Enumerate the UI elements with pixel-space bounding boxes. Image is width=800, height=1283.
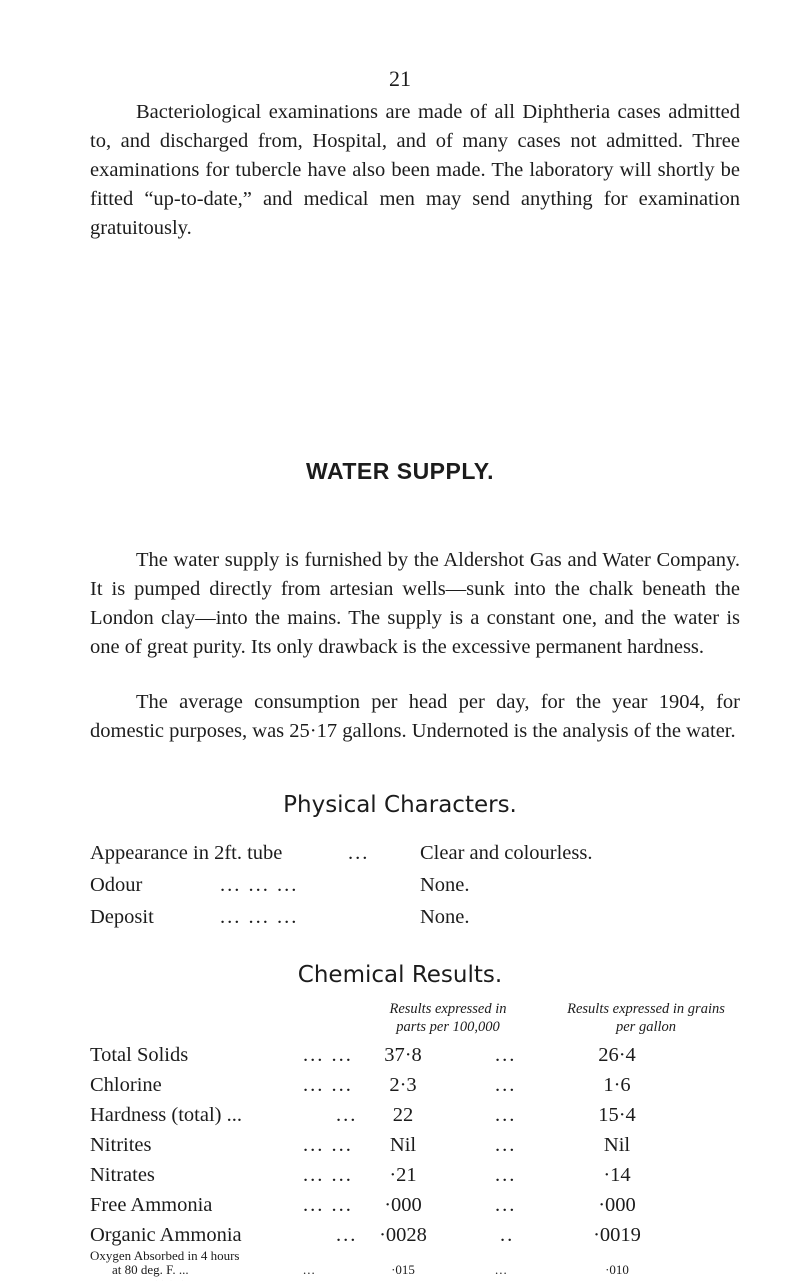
column-header-parts-per-100000: Results expressed in parts per 100,000 [389,1001,507,1035]
physical-value: None. [420,874,470,896]
value-parts-per-100000: ·21 [389,1164,417,1186]
leader-dots: ... ... [303,1164,353,1186]
row-label: Hardness (total) ... [90,1104,242,1126]
row-label: Nitrites [90,1134,152,1156]
leader-dots: ... [495,1044,517,1066]
leader-dots: ... [495,1074,517,1096]
table-row [90,1044,740,1074]
physical-value: Clear and colourless. [420,842,593,864]
value-grains-per-gallon: 15·4 [598,1104,636,1126]
chemical-results-heading: Chemical Results. [297,962,503,988]
row-label: Free Ammonia [90,1194,213,1216]
physical-characters-heading: Physical Characters. [283,792,517,818]
leader-dots: ... ... ... [220,906,299,928]
leader-dots: ... ... [303,1044,353,1066]
page-number: 21 [389,66,411,91]
value-parts-per-100000: 37·8 [384,1044,422,1066]
value-parts-per-100000: 22 [392,1104,414,1126]
value-parts-per-100000: Nil [389,1134,417,1156]
row-label: Oxygen Absorbed in 4 hours [90,1248,240,1263]
leader-dots: ... ... ... [220,874,299,896]
table-row [90,1104,740,1134]
table-row [90,1134,740,1164]
row-label: Nitrates [90,1164,155,1186]
water-paragraph-2: The average consumption per head per day, for the year 1904, for domestic purposes, was 25·17 gallons. Undernoted is the analysis of the water. [90,691,740,742]
table-row [90,1074,740,1104]
value-parts-per-100000: 2·3 [389,1074,417,1096]
table-row [90,1164,740,1194]
physical-label: Appearance in 2ft. tube [90,842,283,864]
closing-paragraph: During the year water has been laid on to 10 houses, 2 dairy farms, and 3 inns or hotels, displacing private supplies, condemned for being polluted. [136,1280,195,1281]
physical-label: Deposit [90,906,154,928]
table-row [90,1262,740,1280]
value-parts-per-100000: ·015 [391,1262,415,1277]
leader-dots: ... [303,1262,316,1277]
leader-dots: ... [495,1104,517,1126]
row-label: Organic Ammonia [90,1224,242,1246]
value-grains-per-gallon: 1·6 [603,1074,631,1096]
leader-dots: ... [336,1104,358,1126]
value-parts-per-100000: ·0028 [379,1224,427,1246]
leader-dots: ... [495,1164,517,1186]
leader-dots: ... ... [303,1074,353,1096]
column-header-grains-per-gallon: Results expressed in grains per gallon [567,1001,725,1035]
value-grains-per-gallon: 26·4 [598,1044,636,1066]
leader-dots: ... ... [303,1194,353,1216]
value-grains-per-gallon: ·0019 [593,1224,641,1246]
row-label: Chlorine [90,1074,162,1096]
value-parts-per-100000: ·000 [384,1194,422,1216]
value-grains-per-gallon: ·000 [598,1194,636,1216]
leader-dots: ... [495,1262,508,1277]
table-row [90,1194,740,1224]
water-supply-heading: WATER SUPPLY. [306,458,494,484]
physical-value: None. [420,906,470,928]
leader-dots: ... ... [303,1134,353,1156]
intro-paragraph: Bacteriological examinations are made of all Diphtheria cases admitted to, and discharged from, Hospital, and of many cases not admitted. Three examinations for tubercle have also been made. The laboratory will shortly be fitted “up-to-date,” and medical men may send anything for examination gratuitously. [90,101,740,239]
leader-dots: ... [348,842,370,864]
row-label: Total Solids [90,1044,189,1066]
row-label: at 80 deg. F. ... [112,1262,189,1277]
value-grains-per-gallon: Nil [603,1134,631,1156]
physical-label: Odour [90,874,143,896]
value-grains-per-gallon: ·14 [603,1164,631,1186]
leader-dots: ... [495,1194,517,1216]
value-grains-per-gallon: ·010 [605,1262,629,1277]
leader-dots: .. [500,1224,515,1246]
leader-dots: ... [336,1224,358,1246]
water-paragraph-1: The water supply is furnished by the Aldershot Gas and Water Company. It is pumped directly from artesian wells—sunk into the chalk beneath the London clay—into the mains. The supply is a constant one, and the water is one of great purity. Its only drawback is the excessive permanent hardness. [90,549,740,658]
leader-dots: ... [495,1134,517,1156]
